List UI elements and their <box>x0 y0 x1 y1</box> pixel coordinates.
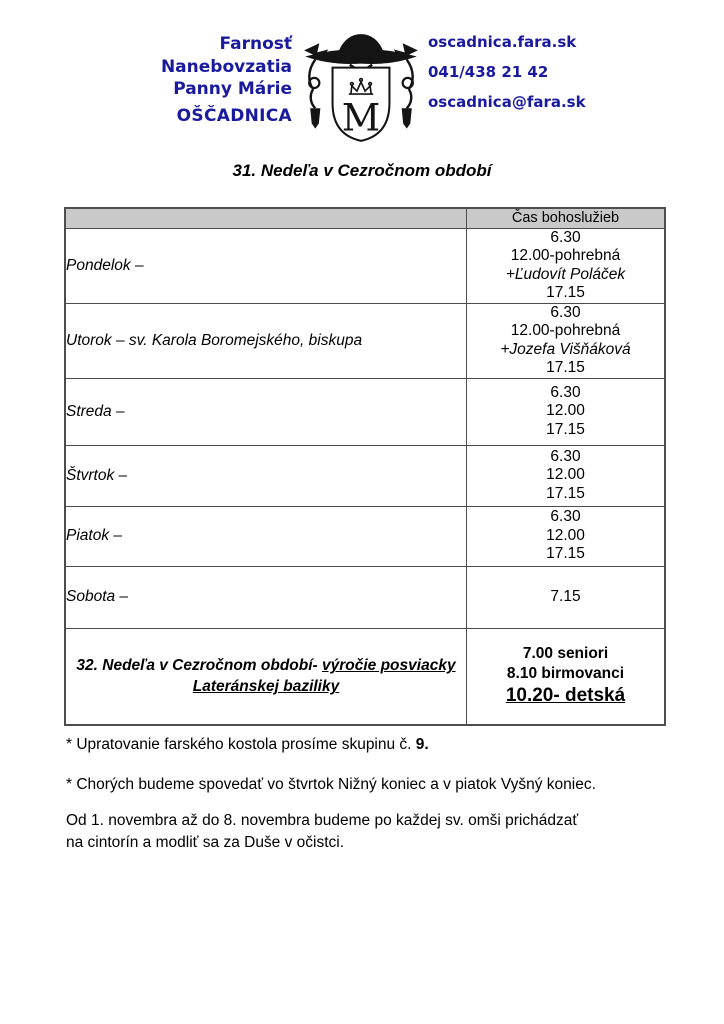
note-cemetery <box>66 810 686 854</box>
time-line: 6.30 <box>550 228 581 246</box>
times-cell <box>467 378 666 445</box>
time-line: 12.00 <box>546 402 585 420</box>
parish-crest-icon <box>298 26 424 152</box>
table-header-row <box>65 208 665 228</box>
time-line: 7.00 seniori <box>522 645 609 663</box>
monogram-m-icon: M <box>341 95 381 140</box>
times-cell <box>467 228 666 303</box>
parish-name-block <box>118 33 292 127</box>
day-cell: Sobota – <box>65 566 467 628</box>
time-line: 6.30 <box>550 383 581 401</box>
table-row-sunday <box>65 628 665 725</box>
time-line: 17.15 <box>546 420 585 438</box>
sunday-times-cell <box>467 628 666 725</box>
time-line: 12.00 <box>546 526 585 544</box>
time-line: 7.15 <box>550 587 581 605</box>
note-confession: * Chorých budeme spovedať vo štvrtok Nižný koniec a v piatok Vyšný koniec. <box>66 776 596 793</box>
note-cleaning-group-number: 9. <box>415 736 429 753</box>
note-cemetery-line1: Od 1. novembra až do 8. novembra budeme po každej sv. omši prichádzať <box>66 812 579 829</box>
intention-line: +Ľudovít Poláček <box>505 265 626 283</box>
table-row-tuesday <box>65 303 665 378</box>
times-cell <box>467 303 666 378</box>
note-cemetery-line2: na cintorín a modliť sa za Duše v očistci. <box>66 834 345 851</box>
sunday-title-cell <box>65 628 467 725</box>
time-line: 6.30 <box>550 508 581 526</box>
contact-website: oscadnica.fara.sk <box>428 33 577 51</box>
time-line: 17.15 <box>546 545 585 563</box>
header-cell-empty <box>65 208 467 228</box>
time-line-highlight: 10.20- detská <box>505 685 626 707</box>
table-row-thursday <box>65 445 665 506</box>
contact-email: oscadnica@fara.sk <box>428 93 586 111</box>
times-cell <box>467 506 666 566</box>
document-title: 31. Nedeľa v Cezročnom období <box>232 161 492 180</box>
note-cleaning <box>66 734 686 756</box>
day-cell: Utorok – sv. Karola Boromejského, biskupa <box>65 303 467 378</box>
parish-name-line: Nanebovzatia <box>160 56 292 77</box>
day-cell: Štvrtok – <box>65 445 467 506</box>
table-row-wednesday <box>65 378 665 445</box>
sunday-title-underlined: výročie posviacky Lateránskej baziliky <box>192 657 456 696</box>
table-row-saturday <box>65 566 665 628</box>
time-line: 12.00 <box>546 466 585 484</box>
time-line: 17.15 <box>546 359 585 376</box>
time-line: 17.15 <box>546 284 585 301</box>
day-cell: Streda – <box>65 378 467 445</box>
galero-hat-icon <box>304 34 418 64</box>
day-cell: Piatok – <box>65 506 467 566</box>
note-cleaning-text: * Upratovanie farského kostola prosíme skupinu č. <box>66 736 416 753</box>
time-line: 17.15 <box>546 484 585 502</box>
parish-name-line: Farnosť <box>219 34 292 54</box>
contact-block <box>428 33 586 123</box>
header-cell-times: Čas bohoslužieb <box>467 208 666 228</box>
table-row-friday <box>65 506 665 566</box>
sunday-title-plain: 32. Nedeľa v Cezročnom období- <box>76 657 322 675</box>
intention-line: +Jozefa Višňáková <box>500 340 631 358</box>
parish-city: OŠČADNICA <box>176 105 292 126</box>
tassel-left-icon <box>309 60 320 129</box>
day-cell: Pondelok – <box>65 228 467 303</box>
time-line: 12.00-pohrebná <box>510 322 621 339</box>
time-line: 12.00-pohrebná <box>510 247 621 264</box>
time-line: 6.30 <box>550 447 581 465</box>
time-line: 6.30 <box>550 303 581 321</box>
mass-schedule-table <box>64 207 666 726</box>
parish-name-line: Panny Márie <box>173 79 292 99</box>
time-line: 8.10 birmovanci <box>506 665 625 683</box>
table-row-monday <box>65 228 665 303</box>
contact-phone: 041/438 21 42 <box>428 63 549 81</box>
tassel-right-icon <box>402 60 413 129</box>
times-cell <box>467 566 666 628</box>
times-cell <box>467 445 666 506</box>
